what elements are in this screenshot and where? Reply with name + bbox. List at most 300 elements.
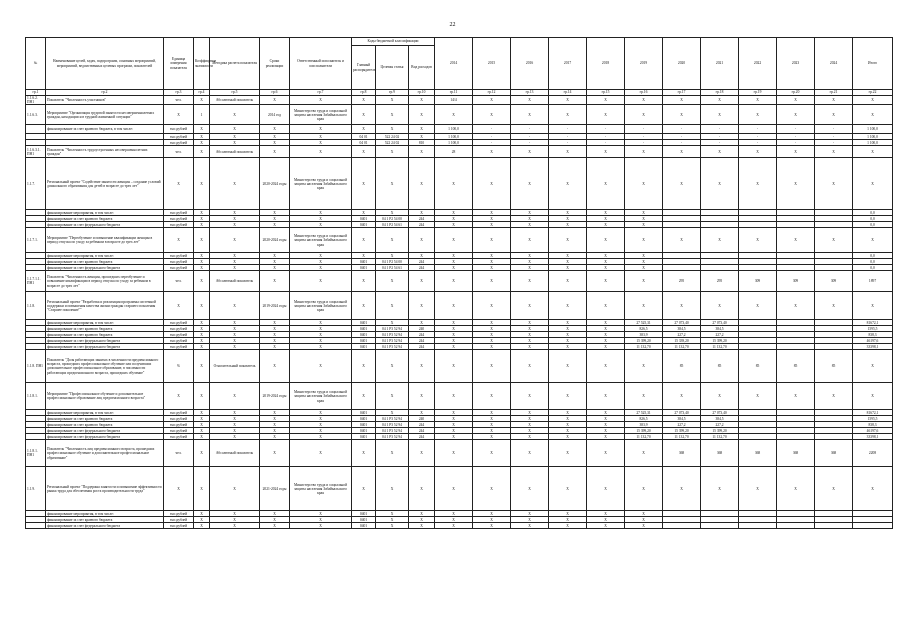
table-cell: X bbox=[435, 222, 473, 228]
table-cell: 0,0 bbox=[853, 222, 893, 228]
table-cell: X bbox=[663, 96, 701, 105]
table-cell: X bbox=[701, 96, 739, 105]
table-cell: финансирование за счет краевого бюджета bbox=[46, 259, 164, 265]
table-cell: X bbox=[549, 523, 587, 529]
table-cell: X bbox=[194, 422, 210, 428]
table-cell: 1 bbox=[194, 105, 210, 125]
table-cell: 1.1.8.1. bbox=[26, 383, 46, 410]
table-cell: X bbox=[587, 523, 625, 529]
budget-table bbox=[25, 37, 893, 529]
table-cell: 1.1.6.3.1. ПН1 bbox=[26, 146, 46, 158]
table-cell: 27 073,40 bbox=[701, 410, 739, 416]
table-cell: X bbox=[511, 440, 549, 467]
table-cell: X bbox=[376, 467, 409, 511]
table-cell: X bbox=[435, 320, 473, 326]
table-cell: X bbox=[625, 517, 663, 523]
table-cell: - bbox=[587, 125, 625, 134]
table-cell: - bbox=[777, 134, 815, 140]
table-cell: X bbox=[409, 292, 435, 320]
table-cell: X bbox=[853, 467, 893, 511]
table-cell: X bbox=[587, 326, 625, 332]
table-cell: Абсолютный показатель bbox=[210, 271, 260, 292]
table-cell: X bbox=[549, 292, 587, 320]
table-cell: X bbox=[260, 96, 290, 105]
table-cell: X bbox=[701, 292, 739, 320]
table-cell: 1.1.6.3. bbox=[26, 105, 46, 125]
table-cell: Показатель "Численность трудоустроенных несовершеннолетних граждан" bbox=[46, 146, 164, 158]
table-cell: X bbox=[260, 344, 290, 350]
table-cell: X bbox=[194, 410, 210, 416]
table-cell: % bbox=[164, 350, 194, 383]
table-cell: X bbox=[376, 350, 409, 383]
table-cell: X bbox=[376, 253, 409, 259]
table-cell: X bbox=[290, 253, 352, 259]
table-cell: X bbox=[853, 228, 893, 253]
table-cell bbox=[26, 125, 46, 134]
table-cell: X bbox=[587, 332, 625, 338]
table-cell: X bbox=[511, 344, 549, 350]
table-cell: тыс.рублей bbox=[164, 259, 194, 265]
header-year-2023: 2023 bbox=[777, 38, 815, 90]
table-cell: X bbox=[549, 320, 587, 326]
column-number-cell: гр.4 bbox=[194, 90, 210, 96]
table-cell: X bbox=[376, 511, 409, 517]
table-cell: X bbox=[376, 96, 409, 105]
table-cell: X bbox=[409, 517, 435, 523]
table-row bbox=[26, 440, 893, 467]
table-cell: X bbox=[663, 467, 701, 511]
table-cell: тыс.рублей bbox=[164, 344, 194, 350]
table-cell: 2019-2024 годы bbox=[260, 383, 290, 410]
table-cell: X bbox=[435, 517, 473, 523]
table-cell: X bbox=[210, 216, 260, 222]
table-cell: X bbox=[435, 216, 473, 222]
table-cell: X bbox=[473, 511, 511, 517]
table-cell: 1.1.8.1. ПН1 bbox=[26, 440, 46, 467]
table-cell: 384,5 bbox=[701, 416, 739, 422]
table-cell: X bbox=[260, 125, 290, 134]
table-cell: X bbox=[587, 383, 625, 410]
table-cell: 2020-2024 годы bbox=[260, 228, 290, 253]
table-row bbox=[26, 146, 893, 158]
table-cell: 368 bbox=[815, 440, 853, 467]
table-cell: X bbox=[290, 410, 352, 416]
table-cell: - bbox=[701, 125, 739, 134]
table-cell: X bbox=[435, 105, 473, 125]
table-cell: 46197,6 bbox=[853, 338, 893, 344]
table-cell: X bbox=[549, 158, 587, 210]
table-cell: X bbox=[815, 228, 853, 253]
table-cell: 0401 bbox=[352, 338, 376, 344]
table-cell: X bbox=[701, 383, 739, 410]
table-cell: X bbox=[549, 326, 587, 332]
table-cell: X bbox=[194, 416, 210, 422]
table-cell: финансирование за счет краевого бюджета bbox=[46, 332, 164, 338]
table-cell: 0401 bbox=[352, 320, 376, 326]
table-cell: X bbox=[194, 434, 210, 440]
table-cell: X bbox=[663, 383, 701, 410]
header-total: Итого bbox=[853, 38, 893, 90]
table-cell: 0401 bbox=[352, 265, 376, 271]
table-cell: X bbox=[210, 383, 260, 410]
table-cell: X bbox=[625, 511, 663, 517]
table-row bbox=[26, 228, 893, 253]
table-cell: X bbox=[409, 410, 435, 416]
table-cell: 11 132,70 bbox=[663, 344, 701, 350]
table-cell: Показатель "Численность участников" bbox=[46, 96, 164, 105]
table-cell: X bbox=[701, 105, 739, 125]
table-cell: X bbox=[815, 467, 853, 511]
table-cell: 0,0 bbox=[853, 259, 893, 265]
table-cell: Мероприятие "Переобучение и повышение квалификации женщин в период отпуска по уходу за ребенком в возрасте до трех лет" bbox=[46, 228, 164, 253]
header-target-article: Целевая статья bbox=[376, 46, 409, 90]
table-cell: X bbox=[409, 96, 435, 105]
table-cell: Региональный проект "Разработка и реализация программы системной поддержки и повышения качества жизни граждан старшего поколения "Старшее поколение"" bbox=[46, 292, 164, 320]
table-cell: X bbox=[409, 146, 435, 158]
table-cell: финансирование за счет краевого бюджета bbox=[46, 517, 164, 523]
table-cell: X bbox=[290, 259, 352, 265]
table-cell: X bbox=[376, 383, 409, 410]
table-cell: X bbox=[210, 222, 260, 228]
table-cell: - bbox=[815, 125, 853, 134]
table-cell: X bbox=[352, 271, 376, 292]
table-cell: X bbox=[435, 292, 473, 320]
table-cell: тыс.рублей bbox=[164, 434, 194, 440]
table-cell: тыс.рублей bbox=[164, 326, 194, 332]
header-name: Наименование целей, задач, подпрограмм, основных мероприятий, мероприятий, ведомственных целевых программ, показателей bbox=[46, 38, 164, 90]
table-cell: X bbox=[511, 253, 549, 259]
table-cell: 04 1 P2 54 00 bbox=[376, 259, 409, 265]
table-cell: тыс.рублей bbox=[164, 410, 194, 416]
table-cell: 0,0 bbox=[853, 265, 893, 271]
table-cell: 295 bbox=[701, 271, 739, 292]
table-cell: 04 1 P3 52 94 bbox=[376, 428, 409, 434]
table-cell: - bbox=[473, 134, 511, 140]
header-budget-codes: Коды бюджетной классификации bbox=[352, 38, 435, 46]
table-cell: X bbox=[290, 434, 352, 440]
table-cell: X bbox=[473, 265, 511, 271]
table-cell: X bbox=[435, 434, 473, 440]
table-cell: X bbox=[511, 434, 549, 440]
column-number-cell: гр.11 bbox=[435, 90, 473, 96]
table-cell: X bbox=[549, 440, 587, 467]
table-body bbox=[26, 96, 893, 529]
table-cell: X bbox=[511, 523, 549, 529]
table-cell: - bbox=[815, 140, 853, 146]
table-cell: X bbox=[435, 326, 473, 332]
table-cell: X bbox=[473, 344, 511, 350]
table-cell: X bbox=[853, 292, 893, 320]
table-cell: 0401 bbox=[352, 517, 376, 523]
table-cell: X bbox=[260, 140, 290, 146]
table-cell: X bbox=[210, 511, 260, 517]
table-cell: 244 bbox=[409, 332, 435, 338]
table-cell: 04 1 P2 54 61 bbox=[376, 265, 409, 271]
table-cell: 11 132,70 bbox=[625, 434, 663, 440]
table-cell: X bbox=[473, 523, 511, 529]
table-cell: 27 073,40 bbox=[701, 320, 739, 326]
column-number-cell: гр.17 bbox=[663, 90, 701, 96]
table-cell: - bbox=[511, 125, 549, 134]
table-cell: X bbox=[435, 428, 473, 434]
table-cell: 1.1.7.1. bbox=[26, 228, 46, 253]
table-cell: X bbox=[549, 350, 587, 383]
table-cell: X bbox=[210, 265, 260, 271]
table-cell: - bbox=[511, 140, 549, 146]
table-cell: X bbox=[701, 158, 739, 210]
table-cell: - bbox=[815, 134, 853, 140]
table-cell: 11 132,70 bbox=[663, 434, 701, 440]
table-cell: 1.1.7.1.1. ПН1 bbox=[26, 271, 46, 292]
table-cell: X bbox=[587, 253, 625, 259]
table-header bbox=[26, 38, 893, 96]
table-cell: 11 132,70 bbox=[701, 434, 739, 440]
table-cell: X bbox=[587, 467, 625, 511]
table-cell: 85 bbox=[739, 350, 777, 383]
table-cell: X bbox=[739, 467, 777, 511]
table-cell: X bbox=[409, 158, 435, 210]
table-cell: X bbox=[210, 332, 260, 338]
table-cell bbox=[663, 523, 701, 529]
table-cell: X bbox=[435, 410, 473, 416]
table-cell: финансирование за счет федерального бюджета bbox=[46, 428, 164, 434]
table-cell: X bbox=[210, 253, 260, 259]
table-cell: X bbox=[260, 523, 290, 529]
table-cell: X bbox=[549, 511, 587, 517]
table-cell: 1 100,0 bbox=[853, 134, 893, 140]
table-cell: X bbox=[511, 416, 549, 422]
table-cell: X bbox=[290, 332, 352, 338]
table-cell: 0401 bbox=[352, 410, 376, 416]
table-cell: X bbox=[290, 271, 352, 292]
table-cell: X bbox=[587, 158, 625, 210]
table-cell: X bbox=[473, 416, 511, 422]
header-method: Методика расчета показателя bbox=[210, 38, 260, 90]
column-number-cell: гр.2 bbox=[46, 90, 164, 96]
table-cell: 1.1.6.2. ПН1 bbox=[26, 96, 46, 105]
header-no: № bbox=[26, 38, 46, 90]
table-cell: 383,9 bbox=[625, 422, 663, 428]
table-cell: финансирование за счет федерального бюджета bbox=[46, 523, 164, 529]
table-cell: X bbox=[511, 271, 549, 292]
table-cell: X bbox=[210, 422, 260, 428]
table-cell: 15 399,20 bbox=[701, 338, 739, 344]
table-cell: X bbox=[210, 344, 260, 350]
table-cell: X bbox=[164, 228, 194, 253]
table-cell: X bbox=[511, 511, 549, 517]
table-cell: X bbox=[376, 292, 409, 320]
table-cell: X bbox=[625, 383, 663, 410]
table-cell: X bbox=[511, 146, 549, 158]
table-cell: X bbox=[194, 383, 210, 410]
table-cell: X bbox=[210, 410, 260, 416]
column-number-cell: гр.18 bbox=[701, 90, 739, 96]
table-cell: X bbox=[260, 265, 290, 271]
table-cell: 384,5 bbox=[663, 416, 701, 422]
table-cell: тыс.рублей bbox=[164, 428, 194, 434]
table-cell: X bbox=[853, 105, 893, 125]
table-cell: 28 bbox=[435, 146, 473, 158]
table-cell: 1.1.7. bbox=[26, 158, 46, 210]
table-cell: 0401 bbox=[352, 259, 376, 265]
table-cell: тыс.рублей bbox=[164, 517, 194, 523]
table-cell: X bbox=[260, 434, 290, 440]
table-cell: X bbox=[260, 338, 290, 344]
table-cell: X bbox=[290, 422, 352, 428]
table-cell: - bbox=[739, 140, 777, 146]
table-cell: X bbox=[290, 222, 352, 228]
table-cell: X bbox=[210, 320, 260, 326]
table-cell: 1.1.9. bbox=[26, 467, 46, 511]
table-cell: финансирование за счет федерального бюджета bbox=[46, 265, 164, 271]
table-cell: финансирование мероприятия, в том числе: bbox=[46, 410, 164, 416]
table-cell: Мероприятие "Профессиональное обучение и дополнительное профессиональное образование лиц предпенсионного возраста" bbox=[46, 383, 164, 410]
table-cell: X bbox=[435, 332, 473, 338]
table-cell: Абсолютный показатель bbox=[210, 146, 260, 158]
table-cell: X bbox=[625, 350, 663, 383]
table-cell: X bbox=[194, 228, 210, 253]
table-cell: 0401 bbox=[352, 416, 376, 422]
table-cell: 0401 bbox=[352, 326, 376, 332]
table-cell: 0,0 bbox=[853, 253, 893, 259]
header-year-2016: 2016 bbox=[511, 38, 549, 90]
table-cell: Министерство труда и социальной защиты населения Забайкальского края bbox=[290, 228, 352, 253]
table-cell: X bbox=[625, 222, 663, 228]
table-cell: X bbox=[194, 271, 210, 292]
table-cell: тыс.рублей bbox=[164, 265, 194, 271]
table-cell: 0401 bbox=[352, 434, 376, 440]
table-cell: X bbox=[435, 338, 473, 344]
table-cell: X bbox=[511, 422, 549, 428]
table-cell: X bbox=[625, 105, 663, 125]
table-cell: X bbox=[511, 338, 549, 344]
table-cell: X bbox=[290, 440, 352, 467]
table-cell: X bbox=[194, 344, 210, 350]
table-cell bbox=[26, 523, 46, 529]
header-year-2024: 2024 bbox=[815, 38, 853, 90]
table-cell: X bbox=[625, 265, 663, 271]
table-cell: финансирование за счет краевого бюджета bbox=[46, 216, 164, 222]
table-cell: X bbox=[625, 210, 663, 216]
table-cell: X bbox=[511, 265, 549, 271]
table-cell: X bbox=[409, 511, 435, 517]
table-cell: 522 24 02 bbox=[376, 134, 409, 140]
table-cell: X bbox=[587, 265, 625, 271]
table-cell: X bbox=[473, 428, 511, 434]
table-cell: 11 132,70 bbox=[625, 344, 663, 350]
table-cell: X bbox=[210, 140, 260, 146]
table-cell: X bbox=[587, 511, 625, 517]
table-cell: финансирование мероприятия, в том числе: bbox=[46, 320, 164, 326]
table-cell: X bbox=[511, 216, 549, 222]
table-cell: - bbox=[701, 134, 739, 140]
table-cell: X bbox=[815, 292, 853, 320]
table-cell: X bbox=[260, 422, 290, 428]
table-cell: X bbox=[549, 216, 587, 222]
table-cell: - bbox=[587, 140, 625, 146]
table-cell: 0401 bbox=[352, 332, 376, 338]
table-cell: Министерство труда и социальной защиты населения Забайкальского края bbox=[290, 292, 352, 320]
table-cell: X bbox=[587, 422, 625, 428]
table-cell: X bbox=[409, 523, 435, 529]
table-row bbox=[26, 105, 893, 125]
table-cell: X bbox=[376, 146, 409, 158]
header-executor: Ответственный исполнитель и соисполнители bbox=[290, 38, 352, 90]
table-row bbox=[26, 523, 893, 529]
table-cell: X bbox=[290, 511, 352, 517]
table-cell: X bbox=[549, 265, 587, 271]
table-cell: тыс.рублей bbox=[164, 216, 194, 222]
table-cell: X bbox=[587, 440, 625, 467]
table-cell: X bbox=[473, 422, 511, 428]
column-number-cell: гр.8 bbox=[352, 90, 376, 96]
table-cell: X bbox=[194, 467, 210, 511]
header-year-2022: 2022 bbox=[739, 38, 777, 90]
table-cell: X bbox=[164, 158, 194, 210]
table-cell: X bbox=[290, 125, 352, 134]
table-cell: X bbox=[663, 158, 701, 210]
table-cell: X bbox=[210, 326, 260, 332]
table-cell: X bbox=[473, 434, 511, 440]
table-cell: X bbox=[194, 332, 210, 338]
table-cell: Относительный показатель bbox=[210, 350, 260, 383]
table-cell: X bbox=[210, 125, 260, 134]
table-cell: 826,5 bbox=[625, 416, 663, 422]
table-row bbox=[26, 292, 893, 320]
table-cell: X bbox=[587, 259, 625, 265]
header-coef: Коэффициент значимости bbox=[194, 38, 210, 90]
table-cell: X bbox=[435, 383, 473, 410]
table-cell: X bbox=[473, 222, 511, 228]
table-cell: 384,5 bbox=[663, 326, 701, 332]
column-number-cell: гр.22 bbox=[853, 90, 893, 96]
table-cell: X bbox=[409, 105, 435, 125]
table-cell: X bbox=[260, 271, 290, 292]
table-cell: 0,0 bbox=[853, 216, 893, 222]
table-cell: X bbox=[409, 350, 435, 383]
table-cell: X bbox=[435, 265, 473, 271]
column-number-cell: гр.19 bbox=[739, 90, 777, 96]
column-number-cell: гр.6 bbox=[260, 90, 290, 96]
table-cell: X bbox=[194, 292, 210, 320]
table-cell: 46197,6 bbox=[853, 428, 893, 434]
header-year-2014: 2014 bbox=[435, 38, 473, 90]
column-number-cell: гр.10 bbox=[409, 90, 435, 96]
column-number-cell: гр.14 bbox=[549, 90, 587, 96]
table-cell: X bbox=[409, 253, 435, 259]
table-cell: X bbox=[701, 467, 739, 511]
table-cell: тыс.рублей bbox=[164, 416, 194, 422]
table-cell: - bbox=[511, 134, 549, 140]
table-cell: X bbox=[376, 158, 409, 210]
table-cell: 227,2 bbox=[701, 332, 739, 338]
table-cell: X bbox=[435, 523, 473, 529]
table-cell: X bbox=[194, 511, 210, 517]
table-cell: тыс.рублей bbox=[164, 253, 194, 259]
table-cell: X bbox=[473, 320, 511, 326]
header-main-manager: Главный распорядитель bbox=[352, 46, 376, 90]
table-cell: X bbox=[853, 96, 893, 105]
header-year-2019: 2019 bbox=[625, 38, 663, 90]
table-cell: - bbox=[549, 125, 587, 134]
table-cell: X bbox=[260, 253, 290, 259]
table-cell: X bbox=[473, 259, 511, 265]
table-cell bbox=[853, 523, 893, 529]
table-cell: чел. bbox=[164, 146, 194, 158]
table-cell: X bbox=[194, 440, 210, 467]
table-cell: X bbox=[739, 158, 777, 210]
table-cell: Министерство труда и социальной защиты населения Забайкальского края bbox=[290, 105, 352, 125]
